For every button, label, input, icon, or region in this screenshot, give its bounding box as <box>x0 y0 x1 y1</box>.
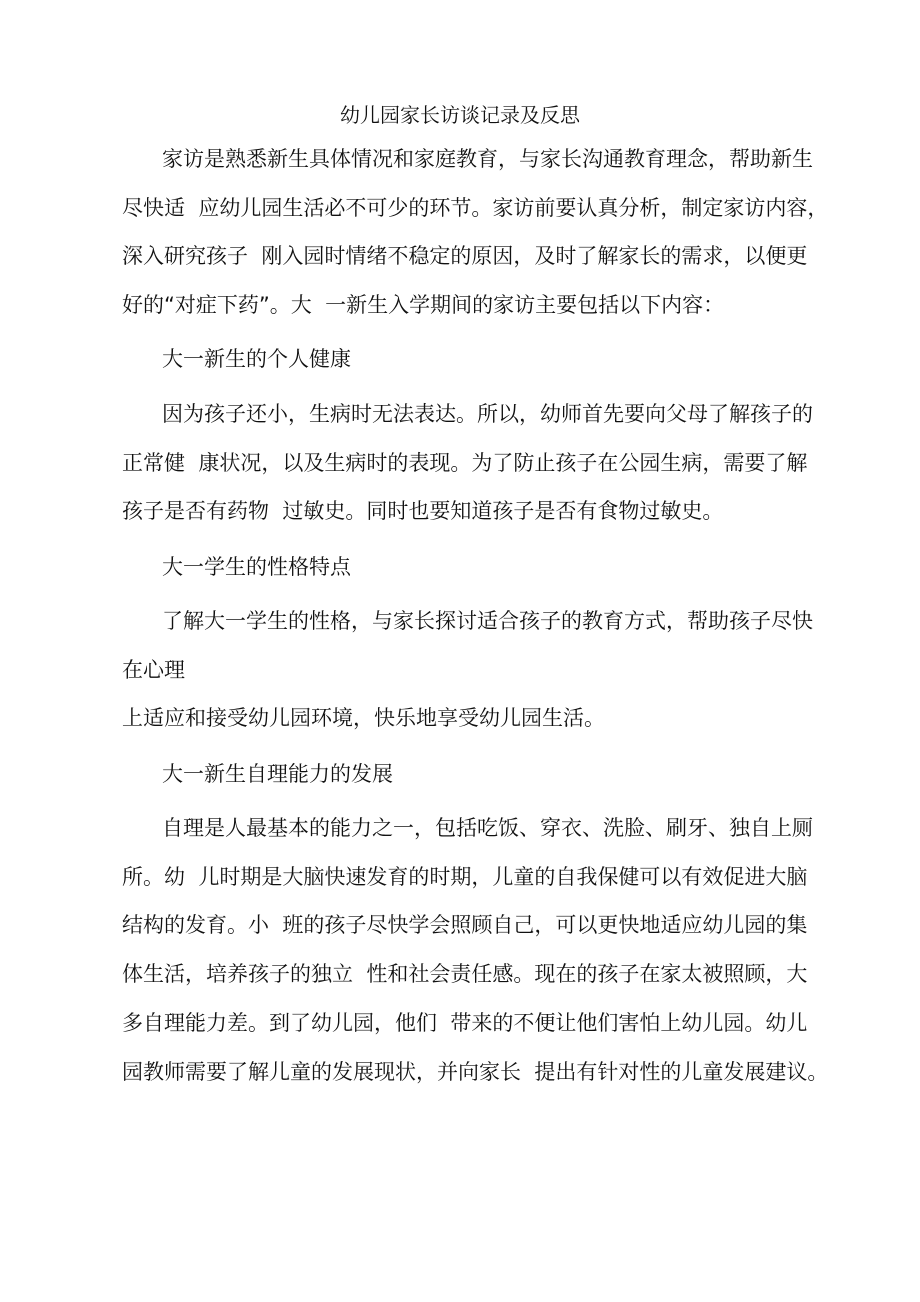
paragraph-line: 园教师需要了解儿童的发展现状，并向家长 提出有针对性的儿童发展建议。 <box>122 1060 829 1084</box>
paragraph-line: 好的“对症下药”。大 一新生入学期间的家访主要包括以下内容： <box>122 293 725 317</box>
paragraph-line: 多自理能力差。到了幼儿园，他们 带来的不便让他们害怕上幼儿园。幼儿 <box>122 1011 808 1035</box>
paragraph-line: 尽快适 应幼儿园生活必不可少的环节。家访前要认真分析，制定家访内容， <box>122 196 829 220</box>
paragraph-line: 在心理 <box>122 658 185 682</box>
paragraph-line: 结构的发育。小 班的孩子尽快学会照顾自己，可以更快地适应幼儿园的集 <box>122 913 808 937</box>
paragraph-line: 因为孩子还小，生病时无法表达。所以，幼师首先要向父母了解孩子的 <box>162 402 813 426</box>
paragraph-line: 了解大一学生的性格，与家长探讨适合孩子的教育方式，帮助孩子尽快 <box>162 609 813 633</box>
paragraph-line: 孩子是否有药物 过敏史。同时也要知道孩子是否有食物过敏史。 <box>122 499 724 523</box>
paragraph-line: 所。幼 儿时期是大脑快速发育的时期，儿童的自我保健可以有效促进大脑 <box>122 865 808 889</box>
paragraph-line: 正常健 康状况，以及生病时的表现。为了防止孩子在公园生病，需要了解 <box>122 451 808 475</box>
paragraph-line: 深入研究孩子 刚入园时情绪不稳定的原因，及时了解家长的需求，以便更 <box>122 244 808 268</box>
paragraph-line: 体生活，培养孩子的独立 性和社会责任感。现在的孩子在家太被照顾，大 <box>122 962 808 986</box>
section-heading: 大一新生的个人健康 <box>162 347 351 371</box>
paragraph-line: 上适应和接受幼儿园环境，快乐地享受幼儿园生活。 <box>122 706 605 730</box>
paragraph-line: 自理是人最基本的能力之一，包括吃饭、穿衣、洗脸、刷牙、独自上厕 <box>162 816 813 840</box>
paragraph-line: 家访是熟悉新生具体情况和家庭教育，与家长沟通教育理念，帮助新生 <box>162 147 813 171</box>
document-title: 幼儿园家长访谈记录及反思 <box>340 103 580 127</box>
section-heading: 大一学生的性格特点 <box>162 555 351 579</box>
section-heading: 大一新生自理能力的发展 <box>162 762 393 786</box>
